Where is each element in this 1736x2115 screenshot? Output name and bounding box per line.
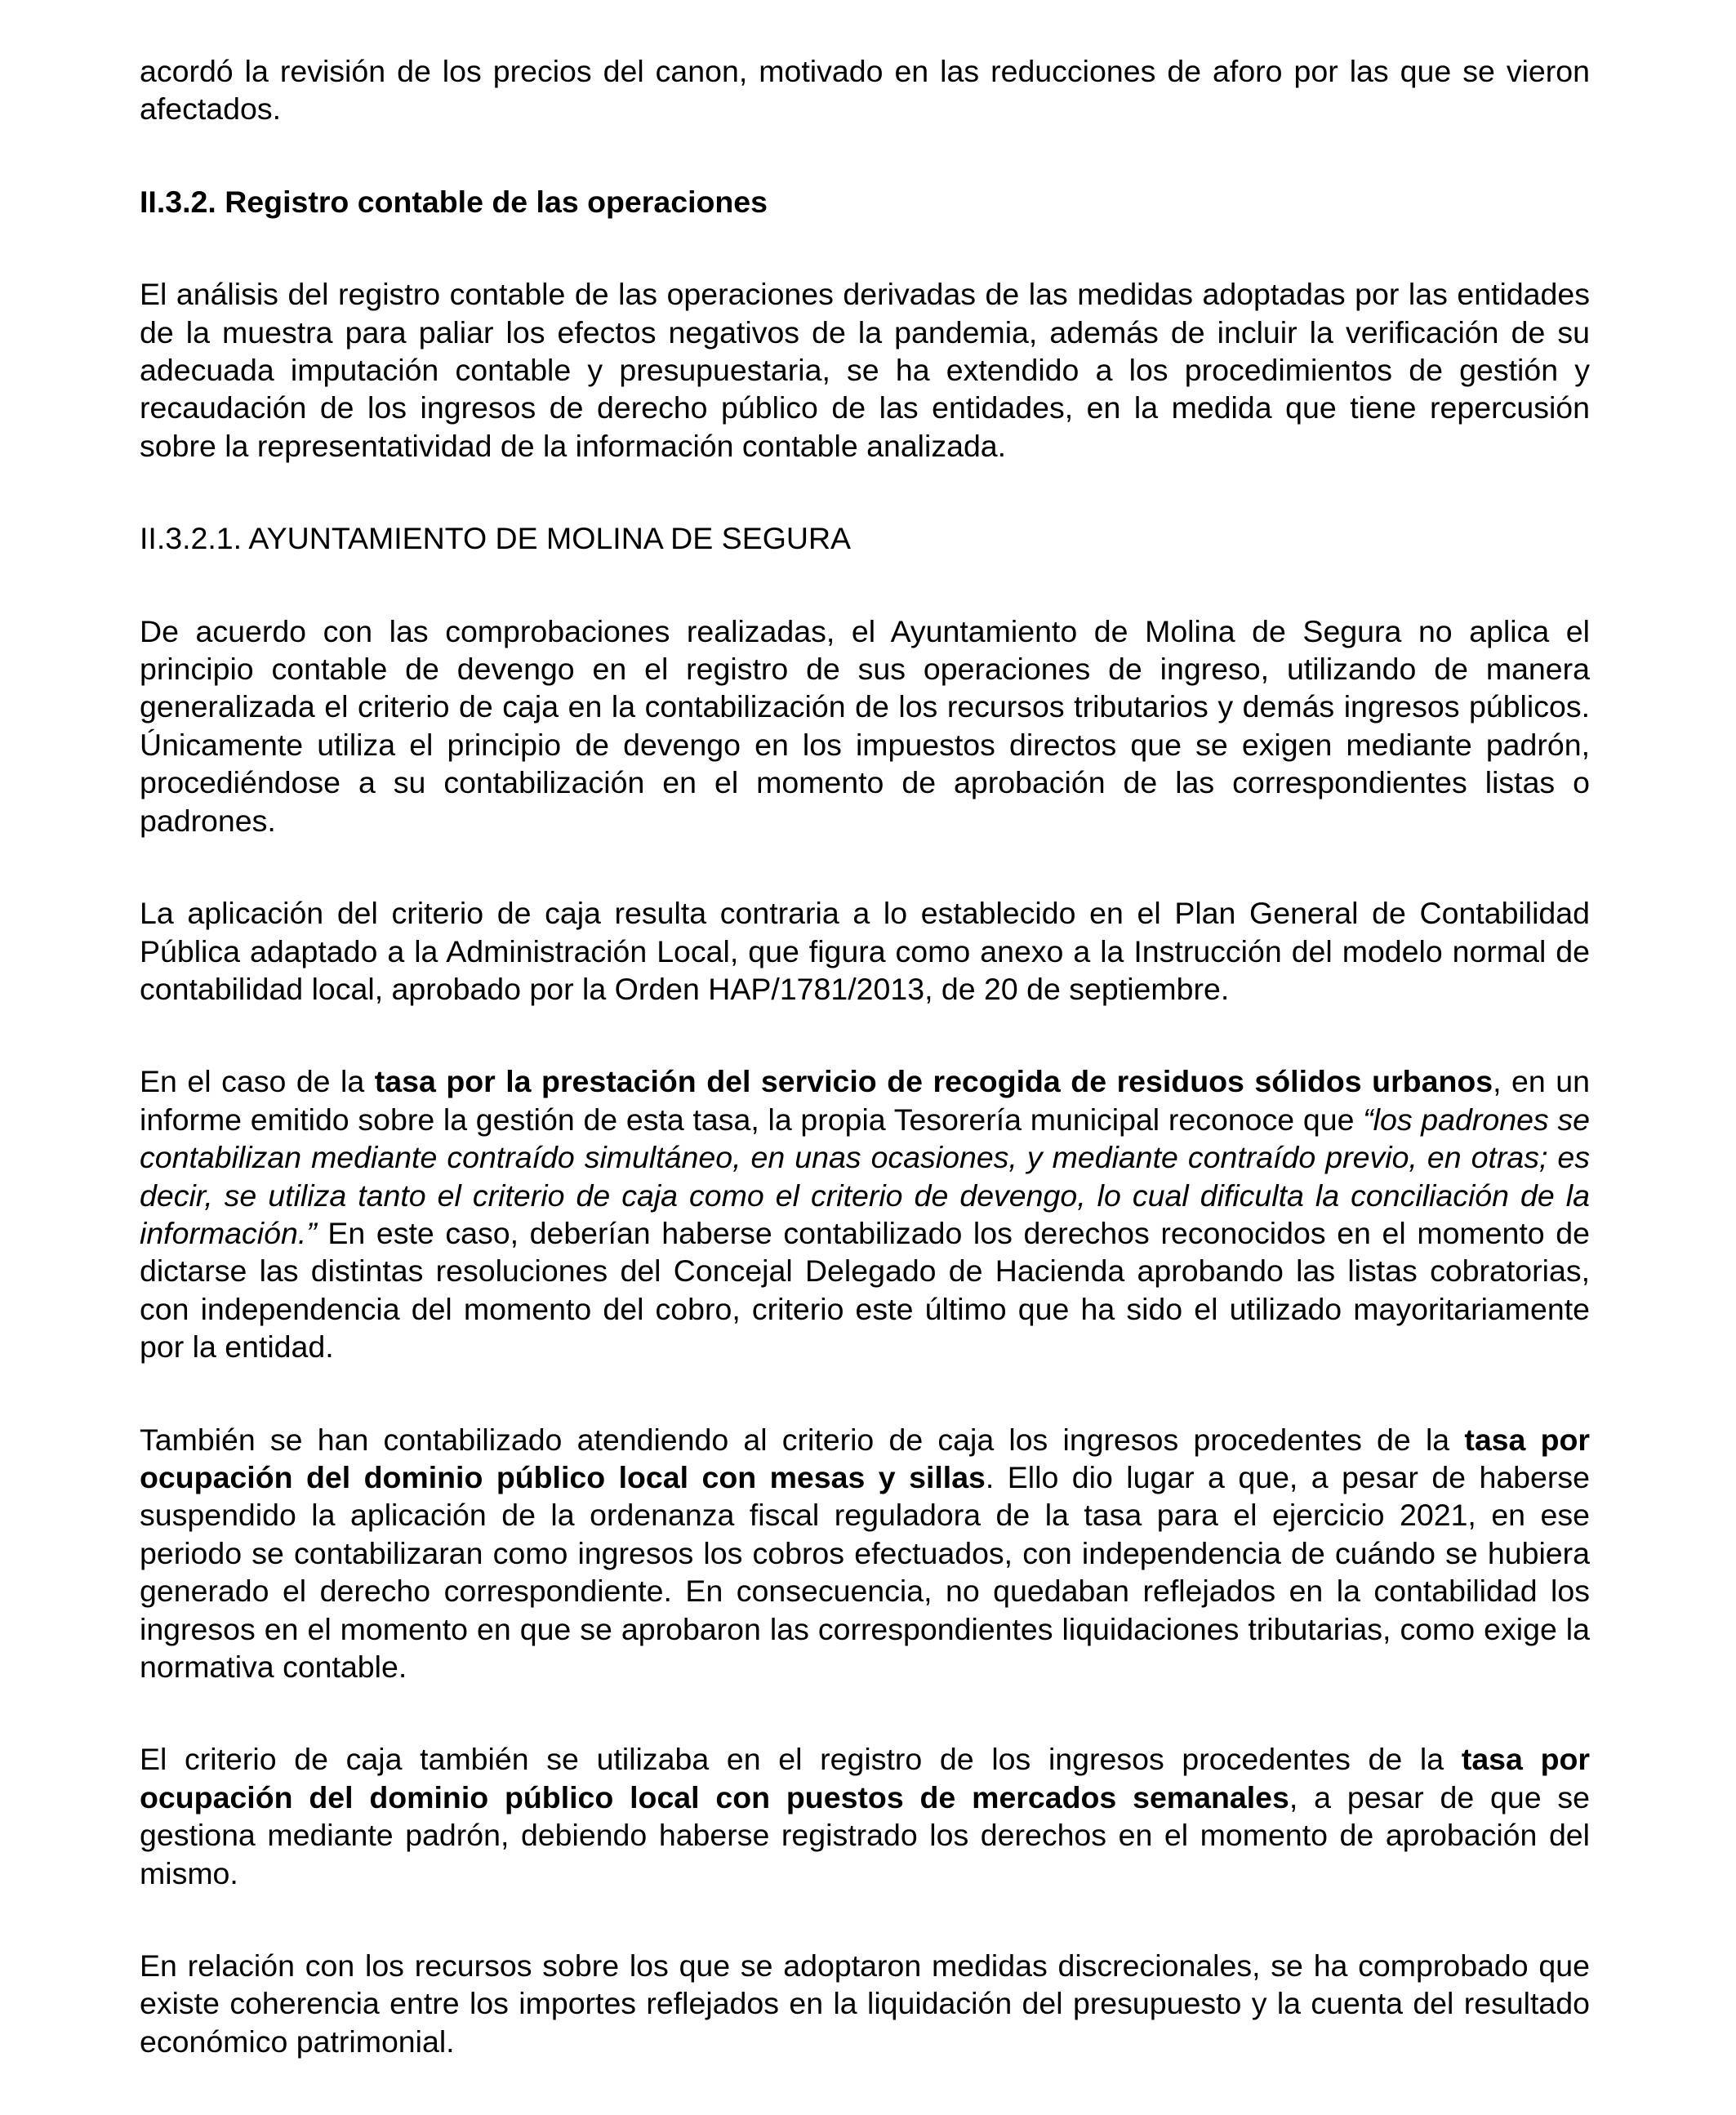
document-page xyxy=(140,52,1590,2115)
paragraph-canon-revision: acordó la revisión de los precios del canon, motivado en las reducciones de aforo por las que se vieron afectados. xyxy=(140,54,1590,127)
paragraph-comprobaciones: De acuerdo con las comprobaciones realizadas, el Ayuntamiento de Molina de Segura no aplica el principio contable de devengo en el registro de sus operaciones de ingreso, utilizando de manera generalizada el criterio de caja en la contabilización de los recursos tributarios y demás ingresos públicos. Únicamente utiliza el principio de devengo en los impuestos directos que se exigen mediante padrón, procediéndose a su contabilización en el momento de aprobación de las correspondientes listas o padrones. xyxy=(140,613,1590,838)
text: , en un informe emitido sobre la gestión de esta tasa, la propia Tesorería municipal reconoce que xyxy=(140,1064,1591,1137)
bold-text: tasa por ocupación del dominio público local con puestos de mercados semanales xyxy=(140,1742,1590,1814)
bold-text: tasa por la prestación del servicio de recogida de residuos sólidos urbanos xyxy=(374,1064,1493,1099)
text: En el caso de la xyxy=(140,1064,375,1099)
text: , a pesar de que se gestiona mediante padrón, debiendo haberse registrado los derechos en el momento de aprobación del mismo. xyxy=(140,1779,1591,1890)
bold-text: tasa por ocupación del dominio público local con mesas y sillas xyxy=(140,1422,1590,1494)
quote-text: “los padrones se contabilizan mediante contraído simultáneo, en unas ocasiones, y mediante contraído previo, en otras; es decir, se utiliza tanto el criterio de caja como el criterio de devengo, lo cual dificulta la conciliación de la información.” xyxy=(140,1102,1591,1250)
paragraph-tasa-mercados xyxy=(140,1740,1590,1892)
paragraph-analisis-registro: El análisis del registro contable de las operaciones derivadas de las medidas adoptadas por las entidades de la muestra para paliar los efectos negativos de la pandemia, además de incluir la verificación de su adecuada imputación contable y presupuestaria, se ha extendido a los procedimientos de gestión y recaudación de los ingresos de derecho público de las entidades, en la medida que tiene repercusión sobre la representatividad de la información contable analizada. xyxy=(140,277,1590,463)
paragraph-tasa-residuos xyxy=(140,1062,1590,1365)
text: También se han contabilizado atendiendo al criterio de caja los ingresos procedentes de la xyxy=(140,1422,1465,1457)
text: En este caso, deberían haberse contabilizado los derechos reconocidos en el momento de dictarse las distintas resoluciones del Concejal Delegado de Hacienda aprobando las listas cobratorias, con independencia del momento del cobro, criterio este último que ha sido el utilizado mayoritariamente por la entidad. xyxy=(140,1215,1590,1365)
subsection-heading-molina-de-segura: II.3.2.1. AYUNTAMIENTO DE MOLINA DE SEGURA xyxy=(140,521,852,556)
paragraph-tasa-mesas-sillas xyxy=(140,1421,1590,1686)
text: El criterio de caja también se utilizaba en el registro de los ingresos procedentes de la xyxy=(140,1742,1462,1777)
paragraph-medidas-discrecionales: En relación con los recursos sobre los que se adoptaron medidas discrecionales, se ha comprobado que existe coherencia entre los importes reflejados en la liquidación del presupuesto y la cuenta del resultado económico patrimonial. xyxy=(140,1948,1590,2059)
section-heading-registro-contable: II.3.2. Registro contable de las operaciones xyxy=(140,184,768,219)
paragraph-criterio-caja: La aplicación del criterio de caja resulta contraria a lo establecido en el Plan General de Contabilidad Pública adaptado a la Administración Local, que figura como anexo a la Instrucción del modelo normal de contabilidad local, aprobado por la Orden HAP/1781/2013, de 20 de septiembre. xyxy=(140,896,1590,1006)
text: . Ello dio lugar a que, a pesar de haberse suspendido la aplicación de la ordenanza fiscal reguladora de la tasa para el ejercicio 2021, en ese periodo se contabilizaran como ingresos los cobros efectuados, con independencia de cuándo se hubiera generado el derecho correspondiente. En consecuencia, no quedaban reflejados en la contabilidad los ingresos en el momento en que se aprobaron las correspondientes liquidaciones tributarias, como exige la normativa contable. xyxy=(140,1459,1590,1684)
